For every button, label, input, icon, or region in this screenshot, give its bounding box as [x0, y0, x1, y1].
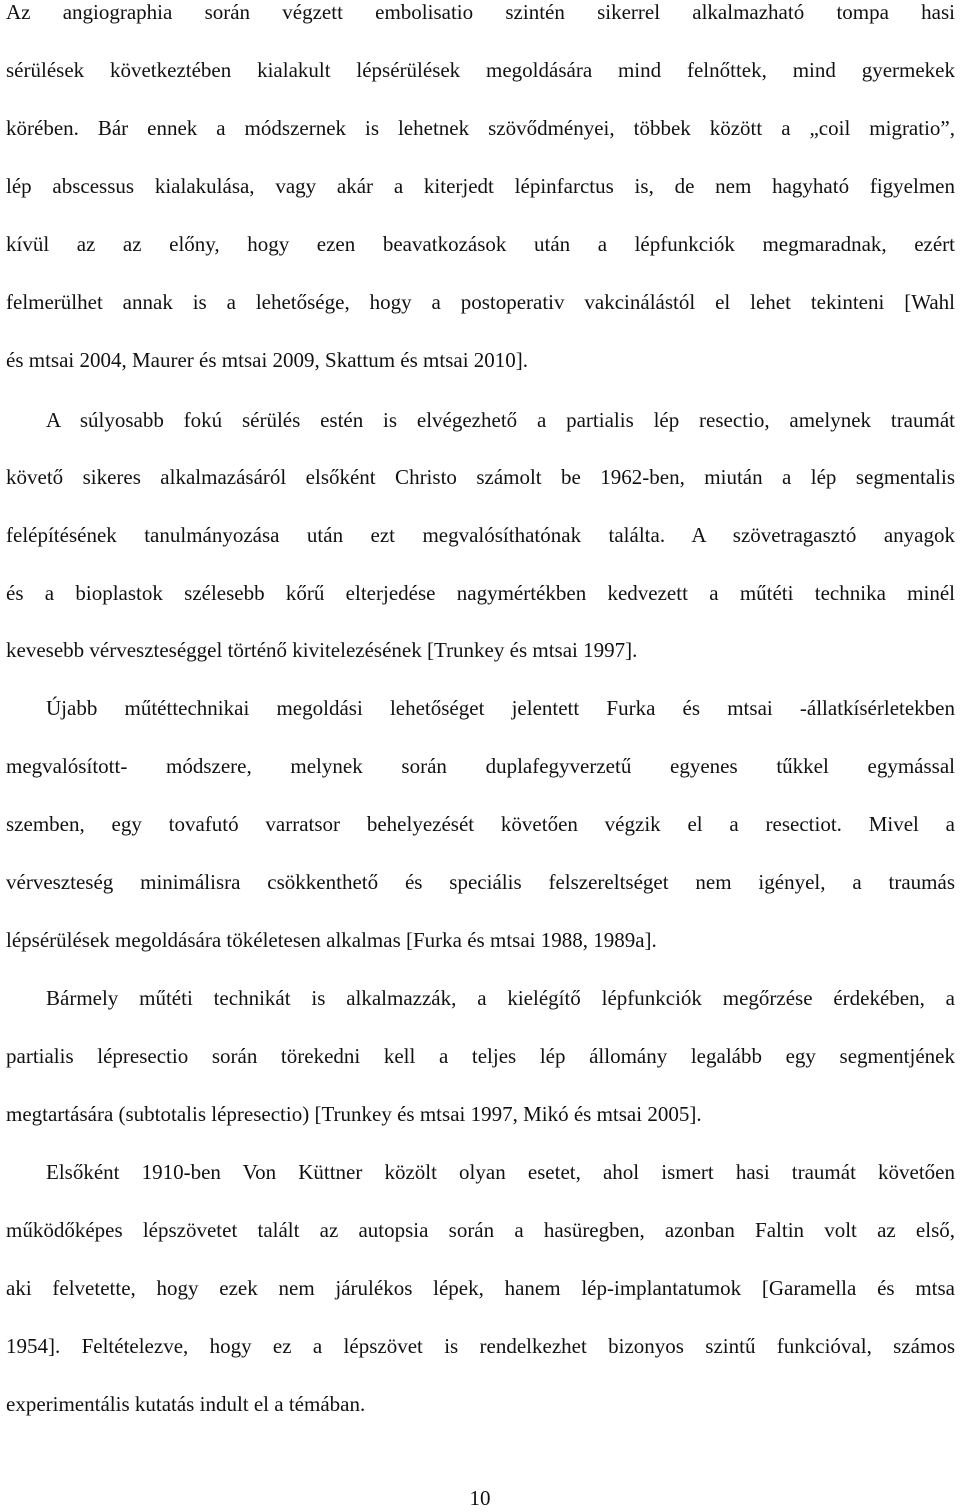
text-line: kívül az az előny, hogy ezen beavatkozások után a lépfunkciók megmaradnak, ezért	[6, 232, 955, 256]
text-line: felépítésének tanulmányozása után ezt megvalósíthatónak találta. A szövetragasztó anyagok	[6, 523, 955, 547]
text-line: vérveszteség minimálisra csökkenthető és speciális felszereltséget nem igényel, a traumás	[6, 870, 955, 894]
text-line: megvalósított- módszere, melynek során duplafegyverzetű egyenes tűkkel egymással	[6, 754, 955, 778]
text-line: Újabb műtéttechnikai megoldási lehetőséget jelentett Furka és mtsai -állatkísérletekben	[46, 696, 955, 720]
text-line: lépsérülések megoldására tökéletesen alkalmas [Furka és mtsai 1988, 1989a].	[6, 928, 657, 952]
text-line: működőképes lépszövetet talált az autopsia során a hasüregben, azonban Faltin volt az első,	[6, 1218, 955, 1242]
text-line: experimentális kutatás indult el a témában.	[6, 1392, 366, 1416]
page-number: 10	[469, 1486, 491, 1510]
text-line: és mtsai 2004, Maurer és mtsai 2009, Skattum és mtsai 2010].	[6, 348, 529, 372]
text-line: és a bioplastok szélesebb kőrű elterjedése nagymértékben kedvezett a műtéti technika minél	[6, 581, 955, 605]
text-line: megtartására (subtotalis lépresectio) [Trunkey és mtsai 1997, Mikó és mtsai 2005].	[6, 1102, 702, 1126]
text-line: követő sikeres alkalmazásáról elsőként Christo számolt be 1962-ben, miután a lép segmentalis	[6, 465, 955, 489]
text-line: Az angiographia során végzett embolisatio szintén sikerrel alkalmazható tompa hasi	[6, 0, 955, 24]
text-line: szemben, egy tovafutó varratsor behelyezését követően végzik el a resectiot. Mivel a	[6, 812, 955, 836]
text-line: aki felvetette, hogy ezek nem járulékos lépek, hanem lép-implantatumok [Garamella és mtsa	[6, 1276, 955, 1300]
text-line: Elsőként 1910-ben Von Küttner közölt olyan esetet, ahol ismert hasi traumát követően	[46, 1160, 955, 1184]
text-line: sérülések következtében kialakult lépsérülések megoldására mind felnőttek, mind gyermekek	[6, 58, 955, 82]
text-line: felmerülhet annak is a lehetősége, hogy a postoperativ vakcinálástól el lehet tekinteni [Wahl	[6, 290, 955, 314]
text-line: partialis lépresectio során törekedni kell a teljes lép állomány legalább egy segmentjének	[6, 1044, 955, 1068]
text-line: körében. Bár ennek a módszernek is lehetnek szövődményei, többek között a „coil migratio”,	[6, 116, 955, 140]
text-line: A súlyosabb fokú sérülés estén is elvégezhető a partialis lép resectio, amelynek traumát	[46, 408, 955, 432]
text-line: lép abscessus kialakulása, vagy akár a kiterjedt lépinfarctus is, de nem hagyható figyelmen	[6, 174, 955, 198]
text-line: Bármely műtéti technikát is alkalmazzák, a kielégítő lépfunkciók megőrzése érdekében, a	[46, 986, 955, 1010]
text-line: 1954]. Feltételezve, hogy ez a lépszövet is rendelkezhet bizonyos szintű funkcióval, számos	[6, 1334, 955, 1358]
text-line: kevesebb vérveszteséggel történő kivitelezésének [Trunkey és mtsai 1997].	[6, 638, 638, 662]
